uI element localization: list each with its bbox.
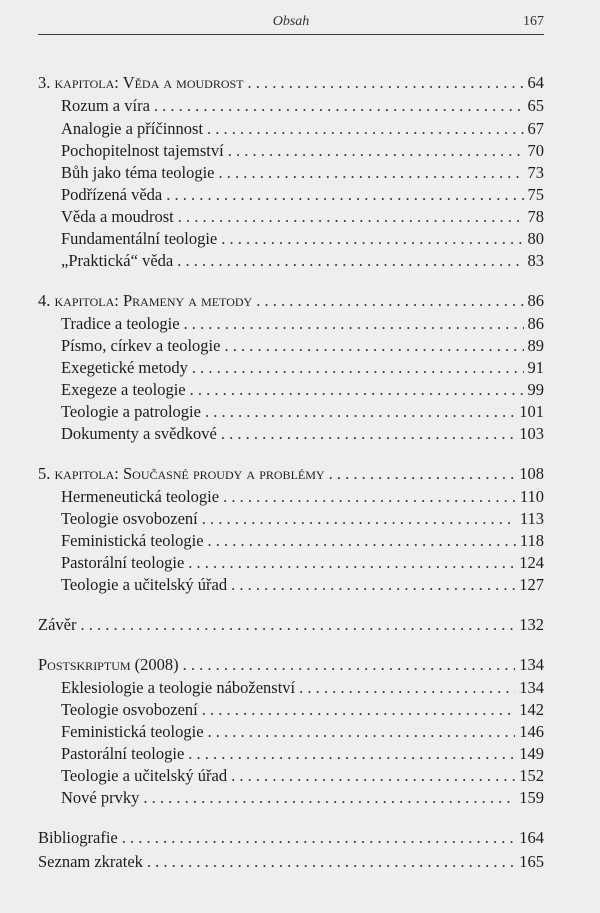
toc-label: Postskriptum (2008) [38,655,179,674]
toc-entry [61,206,544,228]
toc-page-number: 134 [519,678,544,697]
toc-page-number: 78 [527,207,544,226]
toc-page-number: 118 [519,531,544,550]
toc-page-number: 89 [527,336,544,355]
toc-entry [61,118,544,140]
toc-label: Bůh jako téma teologie [61,163,215,182]
toc-entry [61,250,544,272]
dot-leader [154,95,524,117]
toc-entry [61,313,544,335]
toc-entry [61,335,544,357]
toc-label: Písmo, církev a teologie [61,336,221,355]
toc-page-number: 86 [527,314,544,333]
toc-label: Bibliografie [38,828,118,847]
toc-label: Teologie osvobození [61,509,198,528]
toc-page-number: 75 [527,185,544,204]
toc-section [38,827,544,849]
toc-page-number: 103 [519,424,544,443]
dot-leader [221,228,523,250]
toc-entry [61,357,544,379]
toc-label: Teologie osvobození [61,700,198,719]
toc-entry [61,486,544,508]
toc-chapter [38,72,544,94]
toc-chapter [38,290,544,312]
dot-leader [299,677,515,699]
toc-page-number: 64 [527,73,544,92]
toc-label: Feministická teologie [61,531,204,550]
toc-label: Závěr [38,615,77,634]
toc-page-number: 99 [527,380,544,399]
toc-page-number: 65 [527,96,544,115]
toc-label: 4. kapitola: Prameny a metody [38,291,253,310]
toc-entry [61,552,544,574]
dot-leader [224,335,523,357]
dot-leader [188,743,515,765]
toc-label: Teologie a učitelský úřad [61,766,228,785]
toc-page-number: 165 [519,852,544,871]
dot-leader [248,72,524,94]
dot-leader [221,423,515,445]
toc-label: Teologie a patrologie [61,402,201,421]
toc-page-number: 124 [519,553,544,572]
toc-page-number: 113 [519,509,544,528]
toc-page-number: 73 [527,163,544,182]
toc-entry [61,699,544,721]
toc-page-number: 142 [519,700,544,719]
toc-label: Pochopitelnost tajemství [61,141,224,160]
toc-page-number: 110 [519,487,544,506]
toc-label: Teologie a učitelský úřad [61,575,228,594]
dot-leader [188,552,515,574]
toc-label: Exegeze a teologie [61,380,186,399]
toc-label: Nové prvky [61,788,140,807]
toc-label: Hermeneutická teologie [61,487,220,506]
dot-leader [143,787,515,809]
toc-entry [61,228,544,250]
toc-entry [61,508,544,530]
toc-page-number: 83 [527,251,544,270]
toc-entry [61,677,544,699]
toc-label: Dokumenty a svědkové [61,424,217,443]
toc-page-number: 134 [519,655,544,674]
toc-page-number: 108 [519,464,544,483]
toc-label: Tradice a teologie [61,314,180,333]
toc-page-number: 149 [519,744,544,763]
toc-label: Pastorální teologie [61,553,185,572]
running-title: Obsah [272,14,310,29]
toc-section [38,614,544,636]
toc-page-number: 86 [527,291,544,310]
toc-label: Fundamentální teologie [61,229,218,248]
toc-label: Pastorální teologie [61,744,185,763]
toc-page-number: 67 [527,119,544,138]
dot-leader [192,357,524,379]
dot-leader [183,654,516,676]
toc-page-number: 91 [527,358,544,377]
toc-entry [61,765,544,787]
dot-leader [208,530,516,552]
dot-leader [223,486,516,508]
toc-entry [61,95,544,117]
dot-leader [80,614,515,636]
toc-page-number: 70 [527,141,544,160]
toc-entry [61,530,544,552]
dot-leader [329,463,516,485]
toc-page-number: 146 [519,722,544,741]
dot-leader [219,162,524,184]
toc-label: Exegetické metody [61,358,188,377]
dot-leader [184,313,524,335]
toc-page-number: 80 [527,229,544,248]
dot-leader [202,508,516,530]
toc-label: Seznam zkratek [38,852,143,871]
dot-leader [202,699,515,721]
dot-leader [190,379,524,401]
dot-leader [207,118,523,140]
toc-label: Feministická teologie [61,722,204,741]
dot-leader [231,574,515,596]
toc-label: Analogie a příčinnost [61,119,204,138]
toc-page-number: 132 [519,615,544,634]
toc-entry [61,184,544,206]
toc-entry [61,721,544,743]
toc-label: „Praktická“ věda [61,251,174,270]
dot-leader [256,290,523,312]
toc-label: Podřízená věda [61,185,163,204]
toc-label: 5. kapitola: Současné proudy a problémy [38,464,325,483]
toc-entry [61,743,544,765]
toc-entry [61,162,544,184]
toc-label: Eklesiologie a teologie náboženství [61,678,296,697]
toc-entry [61,379,544,401]
toc-page-number: 159 [519,788,544,807]
toc-entry [61,401,544,423]
toc-page-number: 127 [519,575,544,594]
toc-chapter [38,463,544,485]
toc-section [38,851,544,873]
toc-page-number: 152 [519,766,544,785]
running-head [38,12,544,35]
dot-leader [205,401,515,423]
dot-leader [166,184,523,206]
toc-entry [61,787,544,809]
dot-leader [228,140,524,162]
toc-chapter [38,654,544,676]
toc-label: 3. kapitola: Věda a moudrost [38,73,244,92]
page-number: 167 [523,14,544,29]
toc-label: Věda a moudrost [61,207,174,226]
dot-leader [147,851,515,873]
toc-entry [61,423,544,445]
toc-page-number: 164 [519,828,544,847]
dot-leader [122,827,516,849]
dot-leader [178,206,524,228]
dot-leader [208,721,516,743]
dot-leader [177,250,523,272]
toc-label: Rozum a víra [61,96,150,115]
toc-page-number: 101 [519,402,544,421]
toc-entry [61,140,544,162]
toc-entry [61,574,544,596]
dot-leader [231,765,515,787]
